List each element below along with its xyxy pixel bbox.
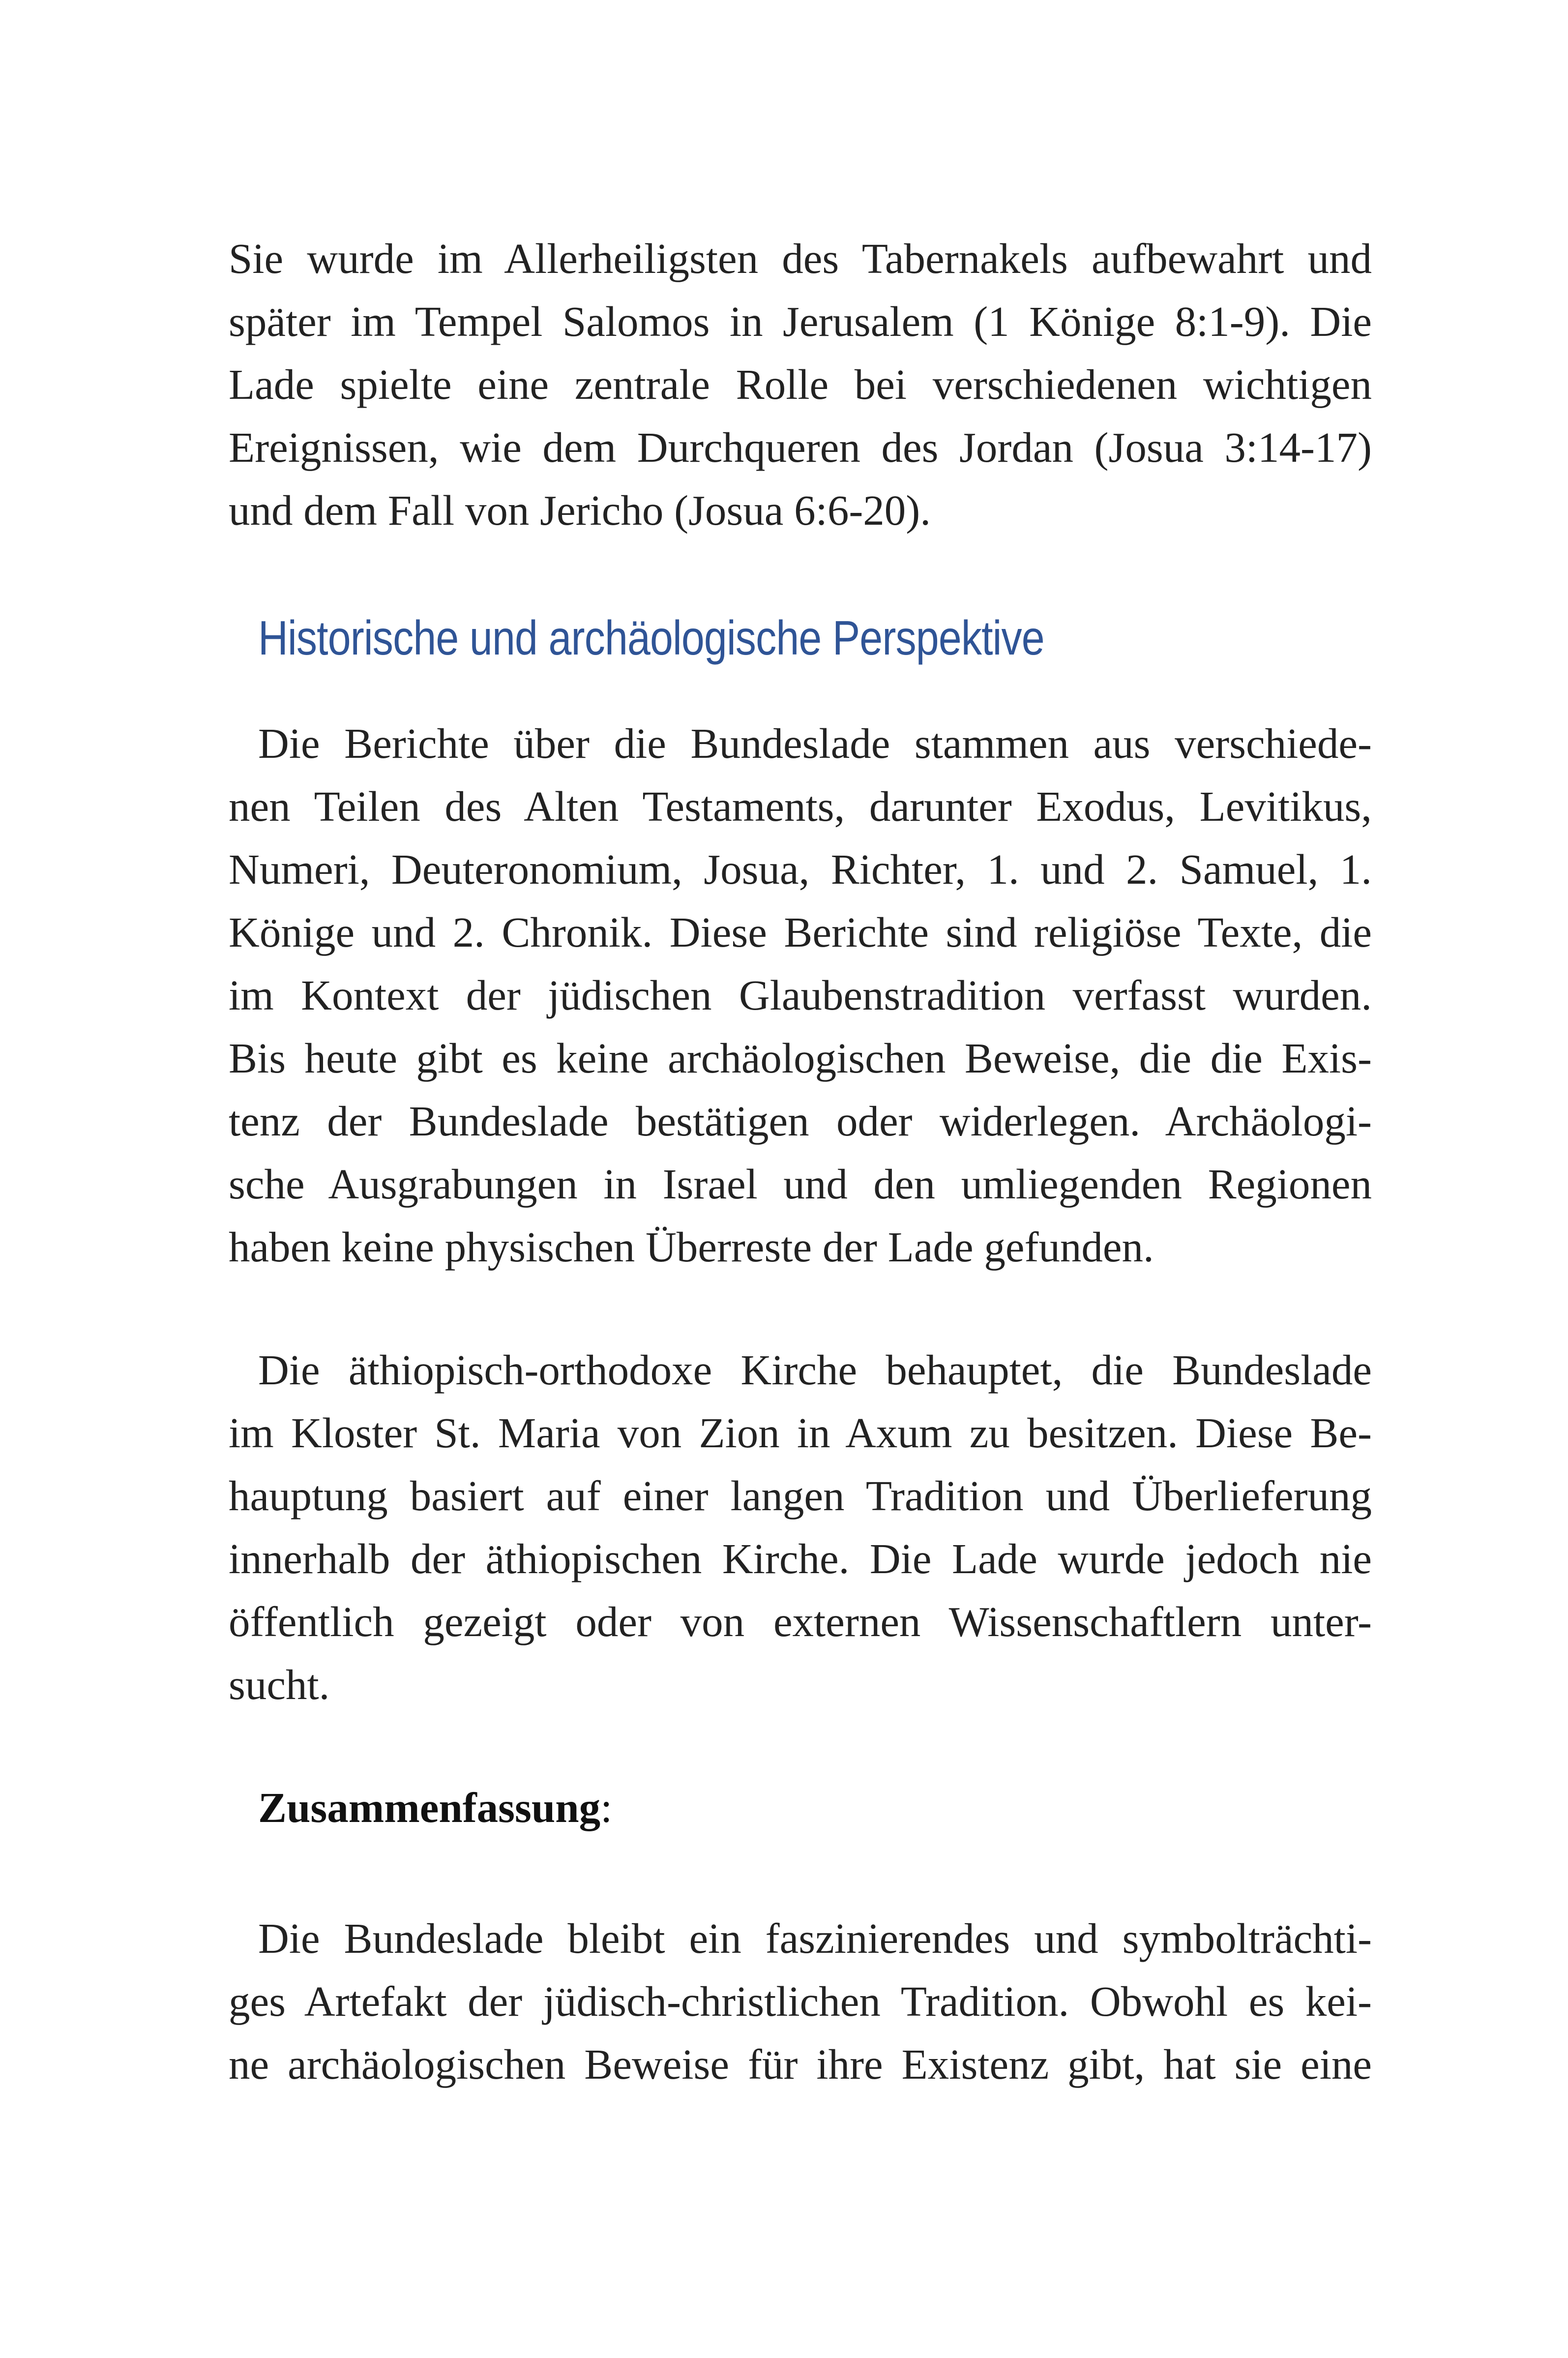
text-line: Die Bundeslade bleibt ein faszinierendes und symbolträchti- — [258, 1914, 1372, 1962]
text-line: hauptung basiert auf einer langen Tradition und Überlieferung — [229, 1472, 1372, 1520]
summary-label: Zusammenfassung — [258, 1784, 601, 1831]
text-line: Ereignissen, wie dem Durchqueren des Jordan (Josua 3:14-17) — [229, 423, 1372, 471]
text-line: Bis heute gibt es keine archäologischen Beweise, die die Exis- — [229, 1034, 1372, 1082]
summary-heading — [258, 1776, 612, 1839]
summary-colon: : — [600, 1784, 613, 1831]
text-line: ges Artefakt der jüdisch-christlichen Tradition. Obwohl es kei- — [229, 1977, 1372, 2025]
text-line: Die äthiopisch-orthodoxe Kirche behauptet, die Bundeslade — [258, 1346, 1372, 1394]
text-line: öffentlich gezeigt oder von externen Wissenschaftlern unter- — [229, 1598, 1372, 1645]
text-line: Könige und 2. Chronik. Diese Berichte sind religiöse Texte, die — [229, 908, 1372, 956]
text-line: haben keine physischen Überreste der Lade gefunden. — [229, 1223, 1154, 1271]
paragraph-reports — [229, 712, 1372, 1279]
text-line: innerhalb der äthiopischen Kirche. Die Lade wurde jedoch nie — [229, 1535, 1372, 1582]
paragraph-tabernacle — [229, 227, 1372, 542]
text-line: nen Teilen des Alten Testaments, darunter Exodus, Levitikus, — [229, 782, 1372, 830]
text-line: sche Ausgrabungen in Israel und den umliegenden Regionen — [229, 1160, 1372, 1208]
paragraph-summary — [229, 1907, 1372, 2096]
text-line: ne archäologischen Beweise für ihre Existenz gibt, hat sie eine — [229, 2040, 1372, 2088]
paragraph-ethiopian-church — [229, 1339, 1372, 1716]
text-line: später im Tempel Salomos in Jerusalem (1 Könige 8:1-9). Die — [229, 298, 1372, 345]
text-line: und dem Fall von Jericho (Josua 6:6-20). — [229, 486, 931, 534]
text-line: Lade spielte eine zentrale Rolle bei verschiedenen wichtigen — [229, 360, 1372, 408]
text-line: Die Berichte über die Bundeslade stammen aus verschiede- — [258, 719, 1372, 767]
text-line: Sie wurde im Allerheiligsten des Tabernakels aufbewahrt und — [229, 235, 1372, 282]
text-line: Numeri, Deuteronomium, Josua, Richter, 1. und 2. Samuel, 1. — [229, 845, 1372, 893]
text-line: sucht. — [229, 1661, 330, 1708]
text-line: tenz der Bundeslade bestätigen oder widerlegen. Archäologi- — [229, 1097, 1372, 1145]
text-line: im Kloster St. Maria von Zion in Axum zu besitzen. Diese Be- — [229, 1409, 1372, 1457]
text-line: im Kontext der jüdischen Glaubenstradition verfasst wurden. — [229, 971, 1372, 1019]
section-heading: Historische und archäologische Perspektive — [258, 611, 1044, 665]
